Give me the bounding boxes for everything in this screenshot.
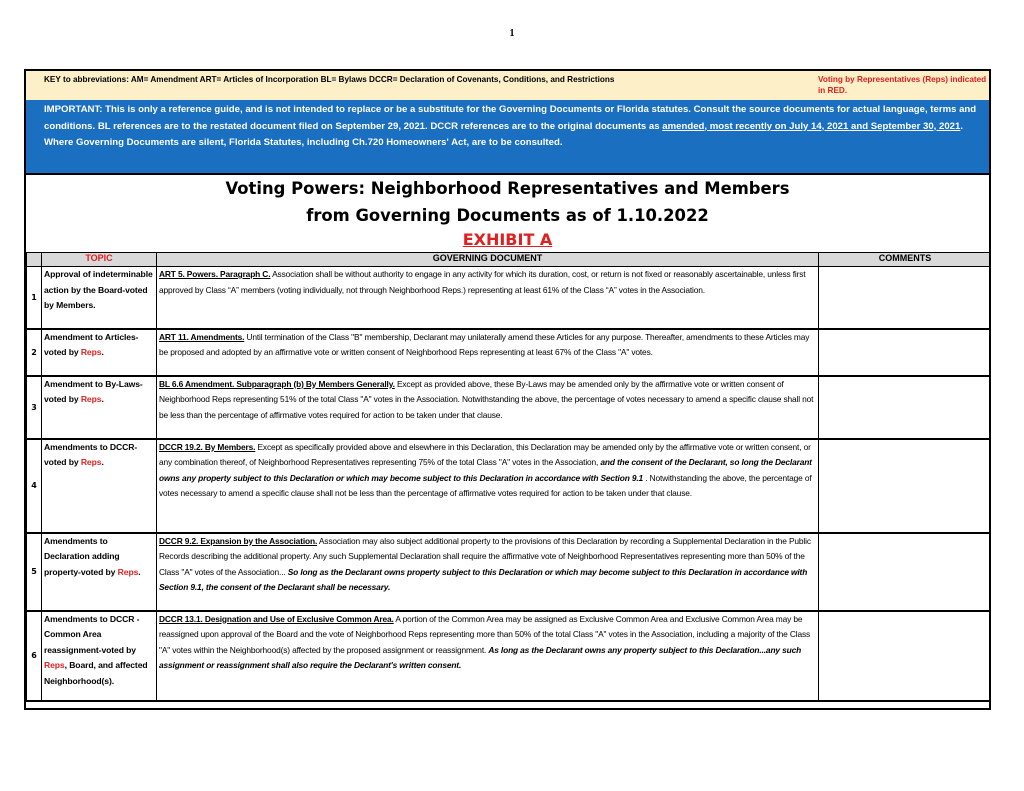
topic-reps-red: Reps — [80, 457, 102, 467]
comments-cell[interactable] — [819, 611, 992, 701]
document-reference: DCCR 13.1. Designation and Use of Exclusive Common Area. — [159, 613, 394, 624]
exhibit-label: EXHIBIT A — [462, 230, 553, 249]
important-text-2: . Where Governing Documents are silent, Florida Statutes, including Ch.720 Homeowners' Act, are to be consulted. — [44, 120, 964, 148]
header-num — [27, 253, 42, 267]
topic-text-end: . — [101, 457, 104, 467]
table-row — [27, 376, 992, 439]
row-number-text: 5 — [31, 567, 37, 576]
document-reference: ART 11. Amendments. — [159, 331, 245, 342]
topic-text: Amendment to By-Laws-voted by — [44, 378, 143, 404]
table-row — [27, 533, 992, 611]
table-row — [27, 329, 992, 376]
topic-cell — [42, 329, 157, 376]
row-number — [27, 267, 42, 329]
topic-text-end: . — [101, 347, 104, 357]
governing-document-cell — [157, 376, 819, 439]
row-number-text: 3 — [31, 402, 37, 412]
topic-text-end: . — [101, 394, 104, 404]
title-block — [26, 175, 989, 254]
document-emphasis: So long as the Declarant owns property subject to this Declaration or which may become subject to this Declaration in accordance with Section 9.1, the consent of the Declarant shall be necessary. — [159, 566, 808, 592]
governing-document-cell — [157, 439, 819, 533]
document-text: Association may also subject additional property to the provisions of this Declaration by recording a Supplemental Declaration in the Public Records describing the additional property. Any such Supplemental Declaration shall require the affirmative vote of Neighborhood Representatives representing more than 50% of the Class "A" votes of the Association... — [159, 535, 811, 577]
document-reference: ART 5. Powers. Paragraph C. — [159, 269, 271, 279]
important-underlined-dates: amended, most recently on July 14, 2021 and September 30, 2021 — [662, 120, 961, 132]
topic-text: Amendments to DCCR-voted by — [44, 441, 138, 467]
document-emphasis: and the consent of the Declarant, so long the Declarant owns any property subject to this Declaration or which may become subject to this Declaration in accordance with Section 9.1 — [159, 457, 812, 483]
topic-cell — [42, 533, 157, 611]
document-emphasis: As long as the Declarant owns any property subject to this Declaration...any such assignment or reassignment shall also require the Declarant's written consent. — [159, 644, 802, 670]
page-number: 1 — [509, 28, 515, 39]
document-text: Until termination of the Class "B" membership, Declarant may unilaterally amend these Articles for any purpose. Thereafter, amendments to these Articles may be proposed and adopted by an affirmative vote or written consent of Neighborhood Reps representing at least 67% of the Class "A" votes. — [159, 331, 810, 357]
row-number-text: 4 — [31, 481, 37, 490]
topic-reps-red: Reps — [117, 566, 139, 577]
row-number — [27, 329, 42, 376]
document-reference: DCCR 19.2. By Members. — [159, 441, 256, 452]
table-row — [27, 439, 992, 533]
row-number — [27, 376, 42, 439]
governing-document-cell — [157, 267, 819, 329]
governing-document-cell — [157, 611, 819, 701]
document-text: Except as provided above, these By-Laws may be amended only by the affirmative vote or written consent of Neighborhood Reps representing 51% of the total Class "A" votes in the Association. Notwithstanding the above, the percentage of votes necessary to amend a specific clause shall not be less than the percentage of affirmative votes required for action to be taken under that clause. — [159, 378, 814, 420]
header-document: GOVERNING DOCUMENT — [157, 253, 819, 267]
topic-text: Amendments to Declaration adding property-voted by — [44, 535, 120, 577]
governing-document-cell — [157, 329, 819, 376]
document-frame — [24, 69, 991, 710]
row-number-text: 2 — [31, 347, 37, 357]
topic-text: Amendment to Articles-voted by — [44, 331, 139, 357]
key-text: KEY to abbreviations: AM= Amendment ART= Articles of Incorporation BL= Bylaws DCCR= Declaration of Covenants, Conditions, and Restrictions — [44, 75, 615, 84]
topic-text-end: , Board, and affected Neighborhood(s). — [44, 660, 148, 686]
abbreviation-key — [26, 71, 989, 101]
topic-reps-red: Reps — [44, 660, 65, 670]
voting-powers-table — [26, 252, 991, 702]
document-reference: BL 6.6 Amendment. Subparagraph (b) By Members Generally. — [159, 378, 395, 389]
topic-cell — [42, 267, 157, 329]
table-header-row — [27, 253, 992, 267]
comments-cell[interactable] — [819, 439, 992, 533]
important-text-1: IMPORTANT: This is only a reference guide, and is not intended to replace or be a substitute for the Governing Documents or Florida statutes. Consult the source documents for actual language, terms and conditions. BL references are to the restated document filed on September 29, 2021. DCCR references are to the original documents as — [44, 104, 977, 132]
row-number — [27, 439, 42, 533]
topic-cell — [42, 611, 157, 701]
row-number — [27, 611, 42, 701]
row-number — [27, 533, 42, 611]
document-text-end: . Notwithstanding the above, the percentage of votes necessary to amend a specific clause shall not be less than the percentage of affirmative votes required for action to be taken under that clause. — [159, 472, 812, 498]
document-reference: DCCR 9.2. Expansion by the Association. — [159, 535, 318, 546]
header-topic: TOPIC — [42, 253, 157, 267]
topic-text: Amendments to DCCR - Common Area reassignment-voted by — [44, 613, 140, 655]
document-text: Association shall be without authority to engage in any activity for which its duration, cost, or return is not fixed or reasonably ascertainable, unless first approved by Class “A” members (voting individually, not through Neighborhood Reps.) representing at least 61% of the Class “A” votes in the Association. — [159, 269, 806, 295]
topic-cell — [42, 376, 157, 439]
title-line-2: from Governing Documents as of 1.10.2022 — [306, 206, 709, 225]
reps-red-note: Voting by Representatives (Reps) indicated in RED. — [818, 75, 987, 95]
comments-cell[interactable] — [819, 376, 992, 439]
topic-reps-red: Reps — [80, 347, 102, 357]
header-comments: COMMENTS — [819, 253, 992, 267]
important-notice — [26, 100, 989, 175]
table-row — [27, 267, 992, 329]
document-text: Except as specifically provided above and elsewhere in this Declaration, this Declaration may be amended only by the affirmative vote or written consent, or any combination thereof, of Neighborhood Representatives representing 75% of the total Class "A" votes in the Association, — [159, 441, 811, 467]
comments-cell[interactable] — [819, 533, 992, 611]
title-line-1: Voting Powers: Neighborhood Representatives and Members — [225, 179, 790, 198]
topic-text: Approval of indeterminable action by the Board-voted by Members. — [44, 269, 153, 310]
row-number-text: 6 — [31, 651, 37, 660]
governing-document-cell — [157, 533, 819, 611]
topic-reps-red: Reps — [80, 394, 102, 404]
comments-cell[interactable] — [819, 329, 992, 376]
table-row — [27, 611, 992, 701]
topic-cell — [42, 439, 157, 533]
document-text: A portion of the Common Area may be assigned as Exclusive Common Area and Exclusive Common Area may be reassigned upon approval of the Board and the vote of Neighborhood Reps representing more than 50% of the total Class "A" votes in the Association, including a majority of the Class "A" votes within the Neighborhood(s) affected by the proposed assignment or reassignment. — [159, 613, 811, 655]
row-number-text: 1 — [31, 292, 37, 302]
comments-cell[interactable] — [819, 267, 992, 329]
topic-text-end: . — [138, 566, 141, 577]
